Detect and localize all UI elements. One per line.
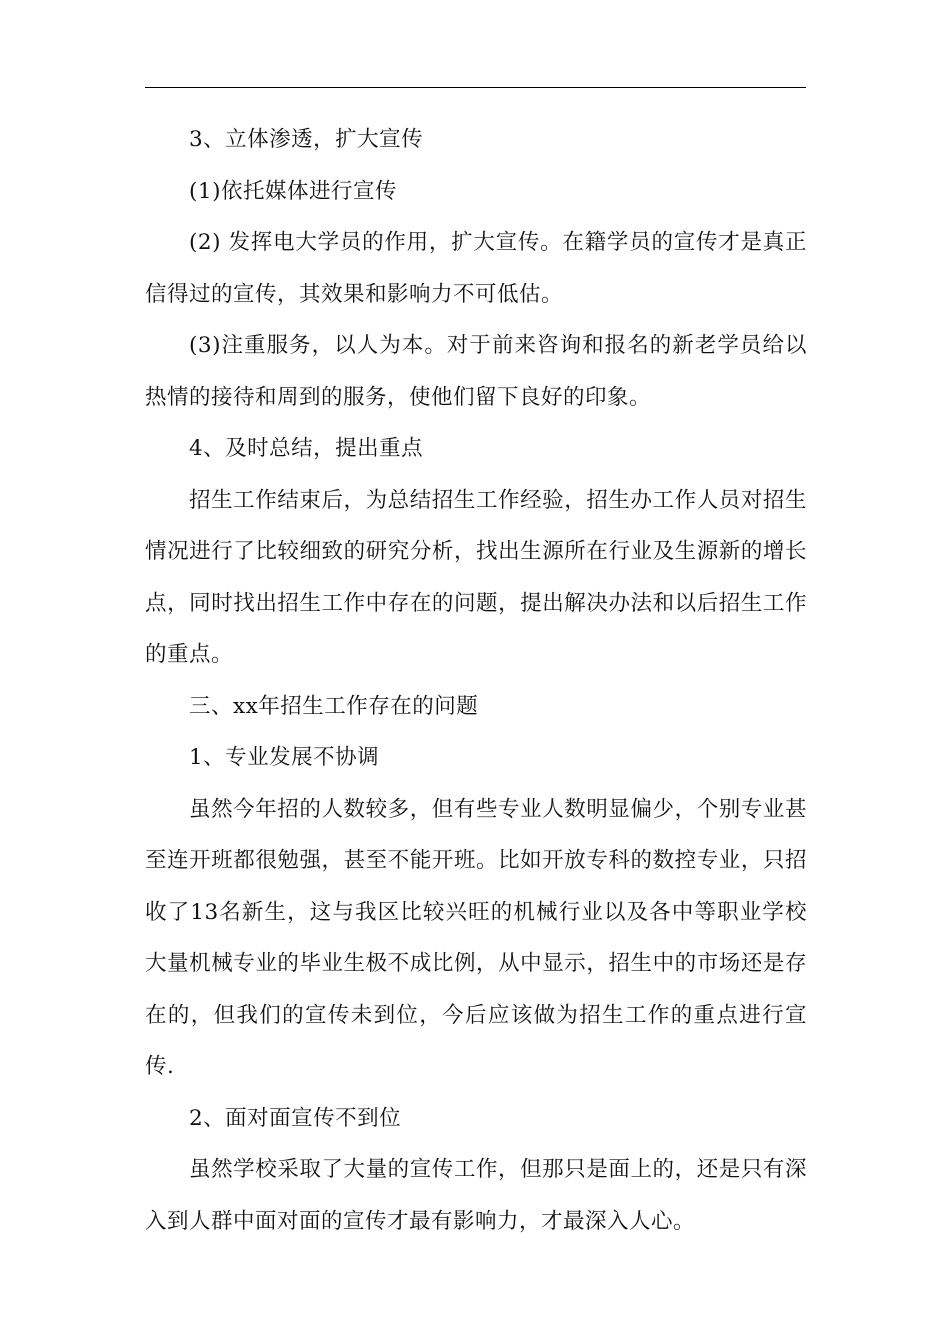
list-item: (1)依托媒体进行宣传 bbox=[189, 178, 397, 204]
body-paragraph: 虽然学校采取了大量的宣传工作，但那只是面上的，还是只有深入到人群中面对面的宣传才最有影响力，才最深入人心。 bbox=[145, 1157, 807, 1234]
list-item: (2) 发挥电大学员的作用，扩大宣传。在籍学员的宣传才是真正信得过的宣传，其效果和影响力不可低估。 bbox=[145, 230, 807, 307]
section-heading: 4、及时总结，提出重点 bbox=[189, 436, 424, 461]
chapter-heading: 三、xx年招生工作存在的问题 bbox=[189, 693, 479, 719]
section-heading: 1、专业发展不协调 bbox=[189, 745, 380, 770]
document-body bbox=[145, 114, 807, 1247]
body-paragraph: 虽然今年招的人数较多，但有些专业人数明显偏少，个别专业甚至连开班都很勉强，甚至不能开班。比如开放专科的数控专业，只招收了13名新生，这与我区比较兴旺的机械行业以及各中等职业学校大量机械专业的毕业生极不成比例，从中显示，招生中的市场还是存在的，但我们的宣传未到位，今后应该做为招生工作的重点进行宣传. bbox=[145, 796, 807, 1079]
section-heading: 3、立体渗透，扩大宣传 bbox=[189, 127, 424, 152]
section-heading: 2、面对面宣传不到位 bbox=[189, 1105, 402, 1131]
header-rule bbox=[145, 87, 806, 88]
body-paragraph: 招生工作结束后，为总结招生工作经验，招生办工作人员对招生情况进行了比较细致的研究分析，找出生源所在行业及生源新的增长点，同时找出招生工作中存在的问题，提出解决办法和以后招生工作的重点。 bbox=[145, 487, 807, 667]
list-item: (3)注重服务，以人为本。对于前来咨询和报名的新老学员给以热情的接待和周到的服务，使他们留下良好的印象。 bbox=[145, 333, 807, 410]
